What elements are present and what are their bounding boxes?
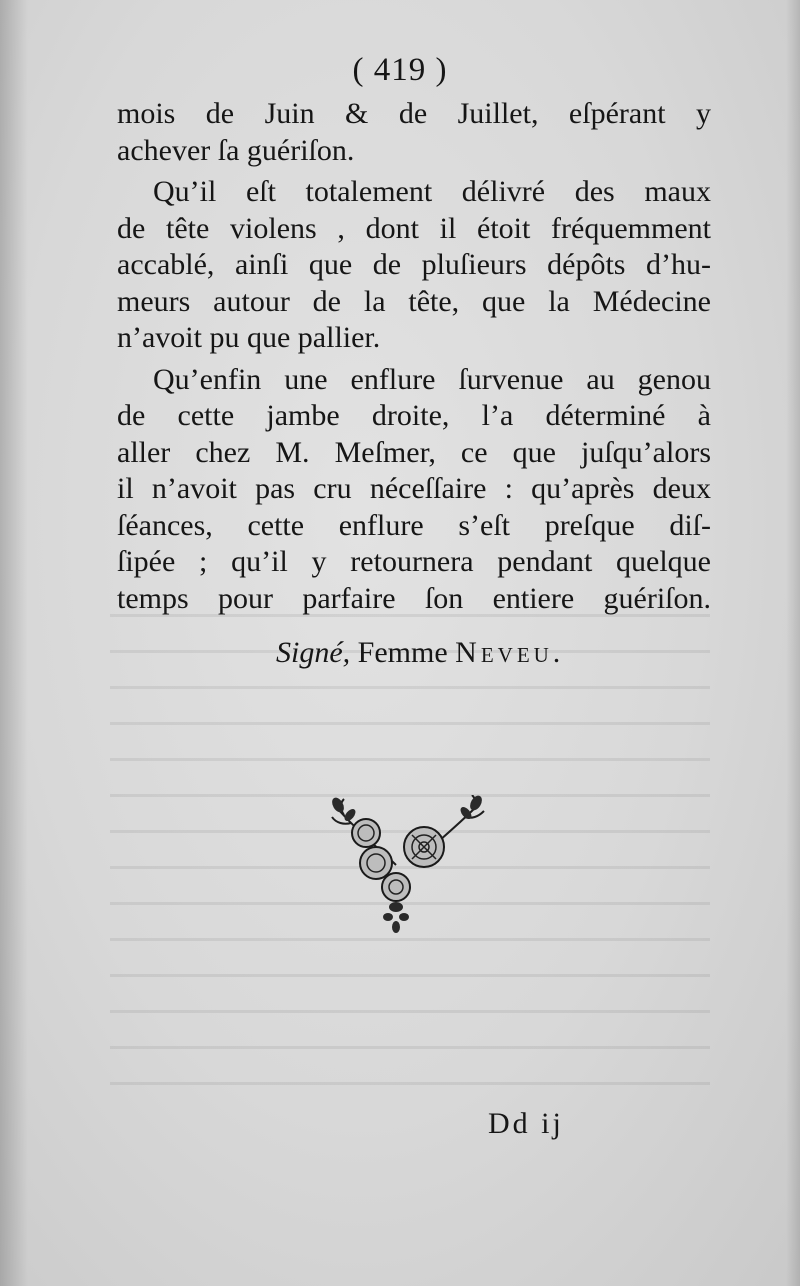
text-line: ſipée ; qu’il y retournera pendant quelque: [117, 545, 711, 578]
text-line: Qu’il eſt totalement délivré des maux: [153, 175, 711, 208]
signature-label: Signé,: [276, 636, 351, 669]
page-edge: [786, 0, 800, 1286]
signature-line: [276, 636, 564, 670]
text-line: temps pour parfaire ſon entiere guériſon.: [117, 581, 711, 615]
body-text: [117, 96, 711, 617]
signature-name-prefix: Femme: [357, 636, 456, 669]
text-line: achever ſa guériſon.: [117, 133, 355, 167]
signature-mark: Dd ij: [488, 1107, 564, 1140]
text-line: n’avoit pu que pallier.: [117, 321, 381, 354]
text-line: de cette jambe droite, l’a déterminé à: [117, 399, 711, 432]
text-line: Qu’enfin une enflure ſurvenue au genou: [153, 362, 711, 396]
text-line: aller chez M. Meſmer, ce que juſqu’alors: [117, 435, 711, 469]
floral-ornament-icon: [326, 795, 490, 935]
text-line: de tête violens , dont il étoit fréquemment: [117, 211, 711, 245]
text-line: mois de Juin & de Juillet, eſpérant y: [117, 97, 711, 130]
text-line: meurs autour de la tête, que la Médecine: [117, 284, 711, 318]
text-line: il n’avoit pas cru néceſſaire : qu’après deux: [117, 472, 711, 505]
page-number: ( 419 ): [352, 52, 448, 88]
text-line: accablé, ainſi que de pluſieurs dépôts d’hu-: [117, 248, 711, 281]
binding-shadow: [0, 0, 28, 1286]
signature-name: Neveu.: [455, 636, 565, 669]
text-line: ſéances, cette enflure s’eſt preſque diſ-: [117, 508, 711, 542]
